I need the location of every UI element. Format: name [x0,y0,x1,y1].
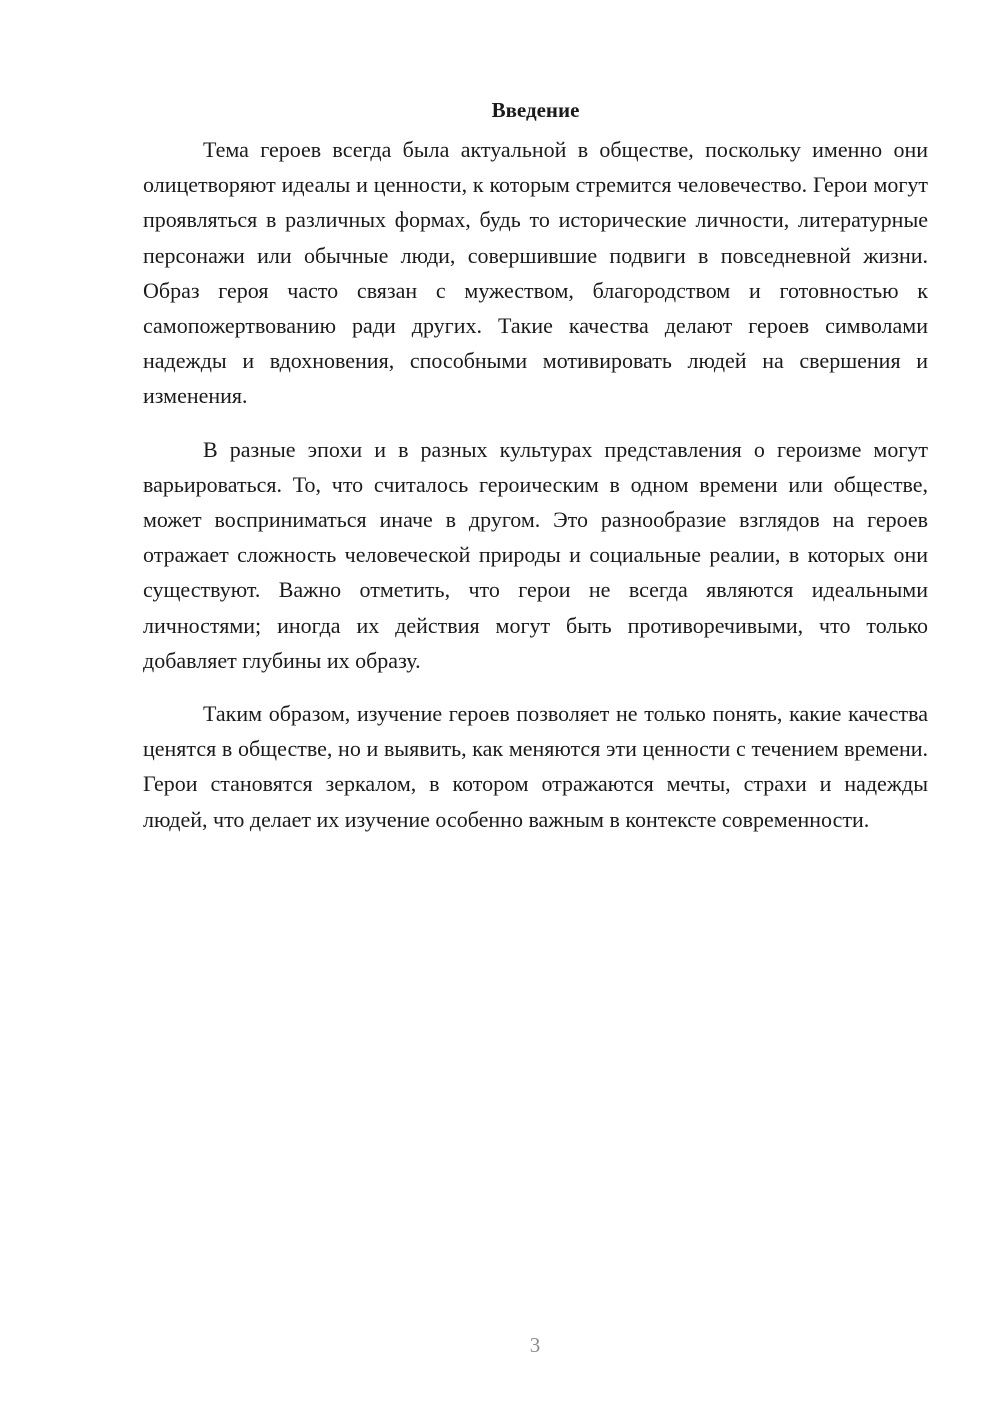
paragraph-2: В разные эпохи и в разных культурах представления о героизме могут варьироваться. То, что считалось героическим в одном времени или обществе, может восприниматься иначе в другом. Это разнообразие взглядов на героев отражает сложность человеческой природы и социальные реалии, в которых они существуют. Важно отметить, что герои не всегда являются идеальными личностями; иногда их действия могут быть противоречивыми, что только добавляет глубины их образу. [143,436,928,673]
paragraph-1: Тема героев всегда была актуальной в обществе, поскольку именно они олицетворяют идеалы и ценности, к которым стремится человечество. Герои могут проявляться в различных формах, будь то исторические личности, литературные персонажи или обычные люди, совершившие подвиги в повседневной жизни. Образ героя часто связан с мужеством, благородством и готовностью к самопожертвованию ради других. Такие качества делают героев символами надежды и вдохновения, способными мотивировать людей на свершения и изменения. [143,137,928,409]
page-content [143,92,928,855]
section-title: Введение [491,98,580,122]
paragraph-3: Таким образом, изучение героев позволяет не только понять, какие качества ценятся в обществе, но и выявить, как меняются эти ценности с течением времени. Герои становятся зеркалом, в котором отражаются мечты, страхи и надежды людей, что делает их изучение особенно важным в контексте современности. [143,701,928,832]
page-number: 3 [529,1333,541,1357]
